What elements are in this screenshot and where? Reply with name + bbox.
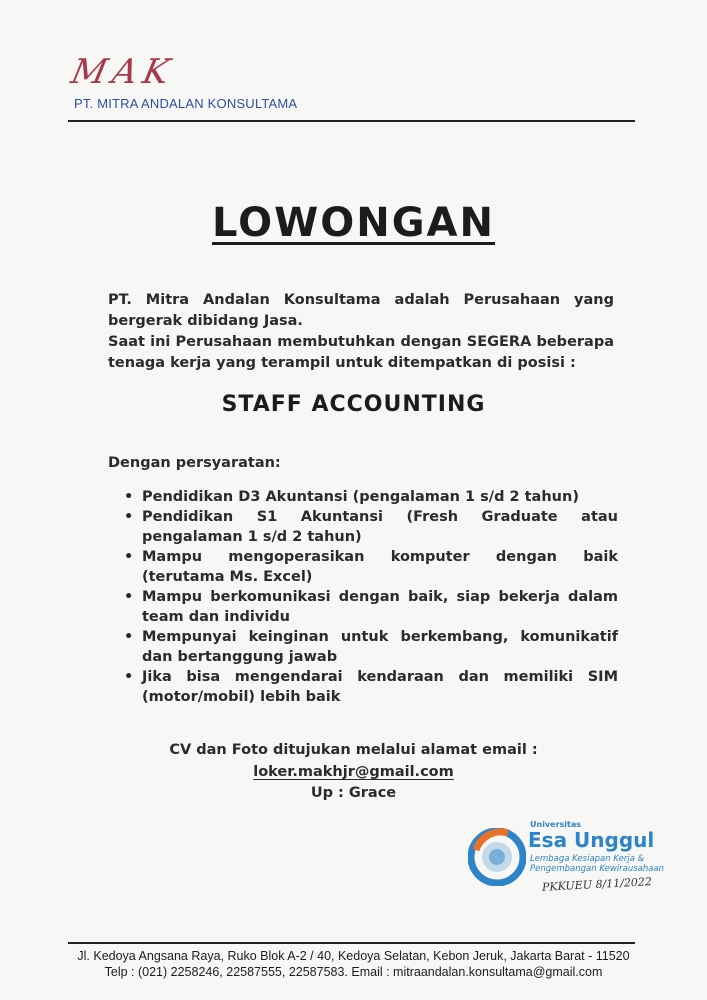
footer-divider <box>68 942 635 944</box>
list-item: • Mempunyai keinginan untuk berkembang, komunikatif dan bertanggung jawab <box>122 627 618 667</box>
list-item: • Jika bisa mengendarai kendaraan dan memiliki SIM (motor/mobil) lebih baik <box>122 667 618 707</box>
company-name: PT. MITRA ANDALAN KONSULTAMA <box>74 96 298 111</box>
stamp-university-label: Universitas <box>530 820 582 829</box>
intro-paragraph-1: PT. Mitra Andalan Konsultama adalah Perusahaan yang bergerak dibidang Jasa. <box>108 292 614 329</box>
stamp-university-name: Esa Unggul <box>528 828 655 852</box>
requirements-heading: Dengan persyaratan: <box>108 455 281 471</box>
footer-contact: Telp : (021) 2258246, 22587555, 22587583. Email : mitraandalan.konsultama@gmail.com <box>104 965 603 979</box>
list-item: • Pendidikan D3 Akuntansi (pengalaman 1 s/d 2 tahun) <box>122 487 618 507</box>
university-stamp <box>468 820 668 920</box>
contact-instruction: CV dan Foto ditujukan melalui alamat email : <box>169 742 538 758</box>
contact-attention: Up : Grace <box>310 785 397 801</box>
email-link[interactable]: loker.makhjr@gmail.com <box>253 764 454 780</box>
esa-unggul-logo-icon <box>468 828 526 886</box>
stamp-handwritten-note: PKKUEU 8/11/2022 <box>541 875 653 894</box>
stamp-subtitle-2: Pengembangan Kewirausahaan <box>530 864 665 874</box>
footer-address: Jl. Kedoya Angsana Raya, Ruko Blok A-2 / 40, Kedoya Selatan, Kebon Jeruk, Jakarta Barat - 11520 <box>77 949 630 963</box>
stamp-subtitle-1: Lembaga Kesiapan Kerja & <box>530 854 645 864</box>
company-logo: MAK <box>67 52 180 92</box>
list-item: • Mampu berkomunikasi dengan baik, siap bekerja dalam team dan individu <box>122 587 618 627</box>
list-item: • Pendidikan S1 Akuntansi (Fresh Graduate atau pengalaman 1 s/d 2 tahun) <box>122 507 618 547</box>
contact-email-row <box>0 764 707 780</box>
intro-paragraph-2: Saat ini Perusahaan membutuhkan dengan SEGERA beberapa tenaga kerja yang terampil untuk ditempatkan di posisi : <box>108 334 614 371</box>
page-title: LOWONGAN <box>212 200 495 246</box>
position-title: STAFF ACCOUNTING <box>221 392 486 417</box>
requirements-list <box>122 487 618 707</box>
list-item: • Mampu mengoperasikan komputer dengan baik (terutama Ms. Excel) <box>122 547 618 587</box>
header-divider <box>68 120 635 122</box>
